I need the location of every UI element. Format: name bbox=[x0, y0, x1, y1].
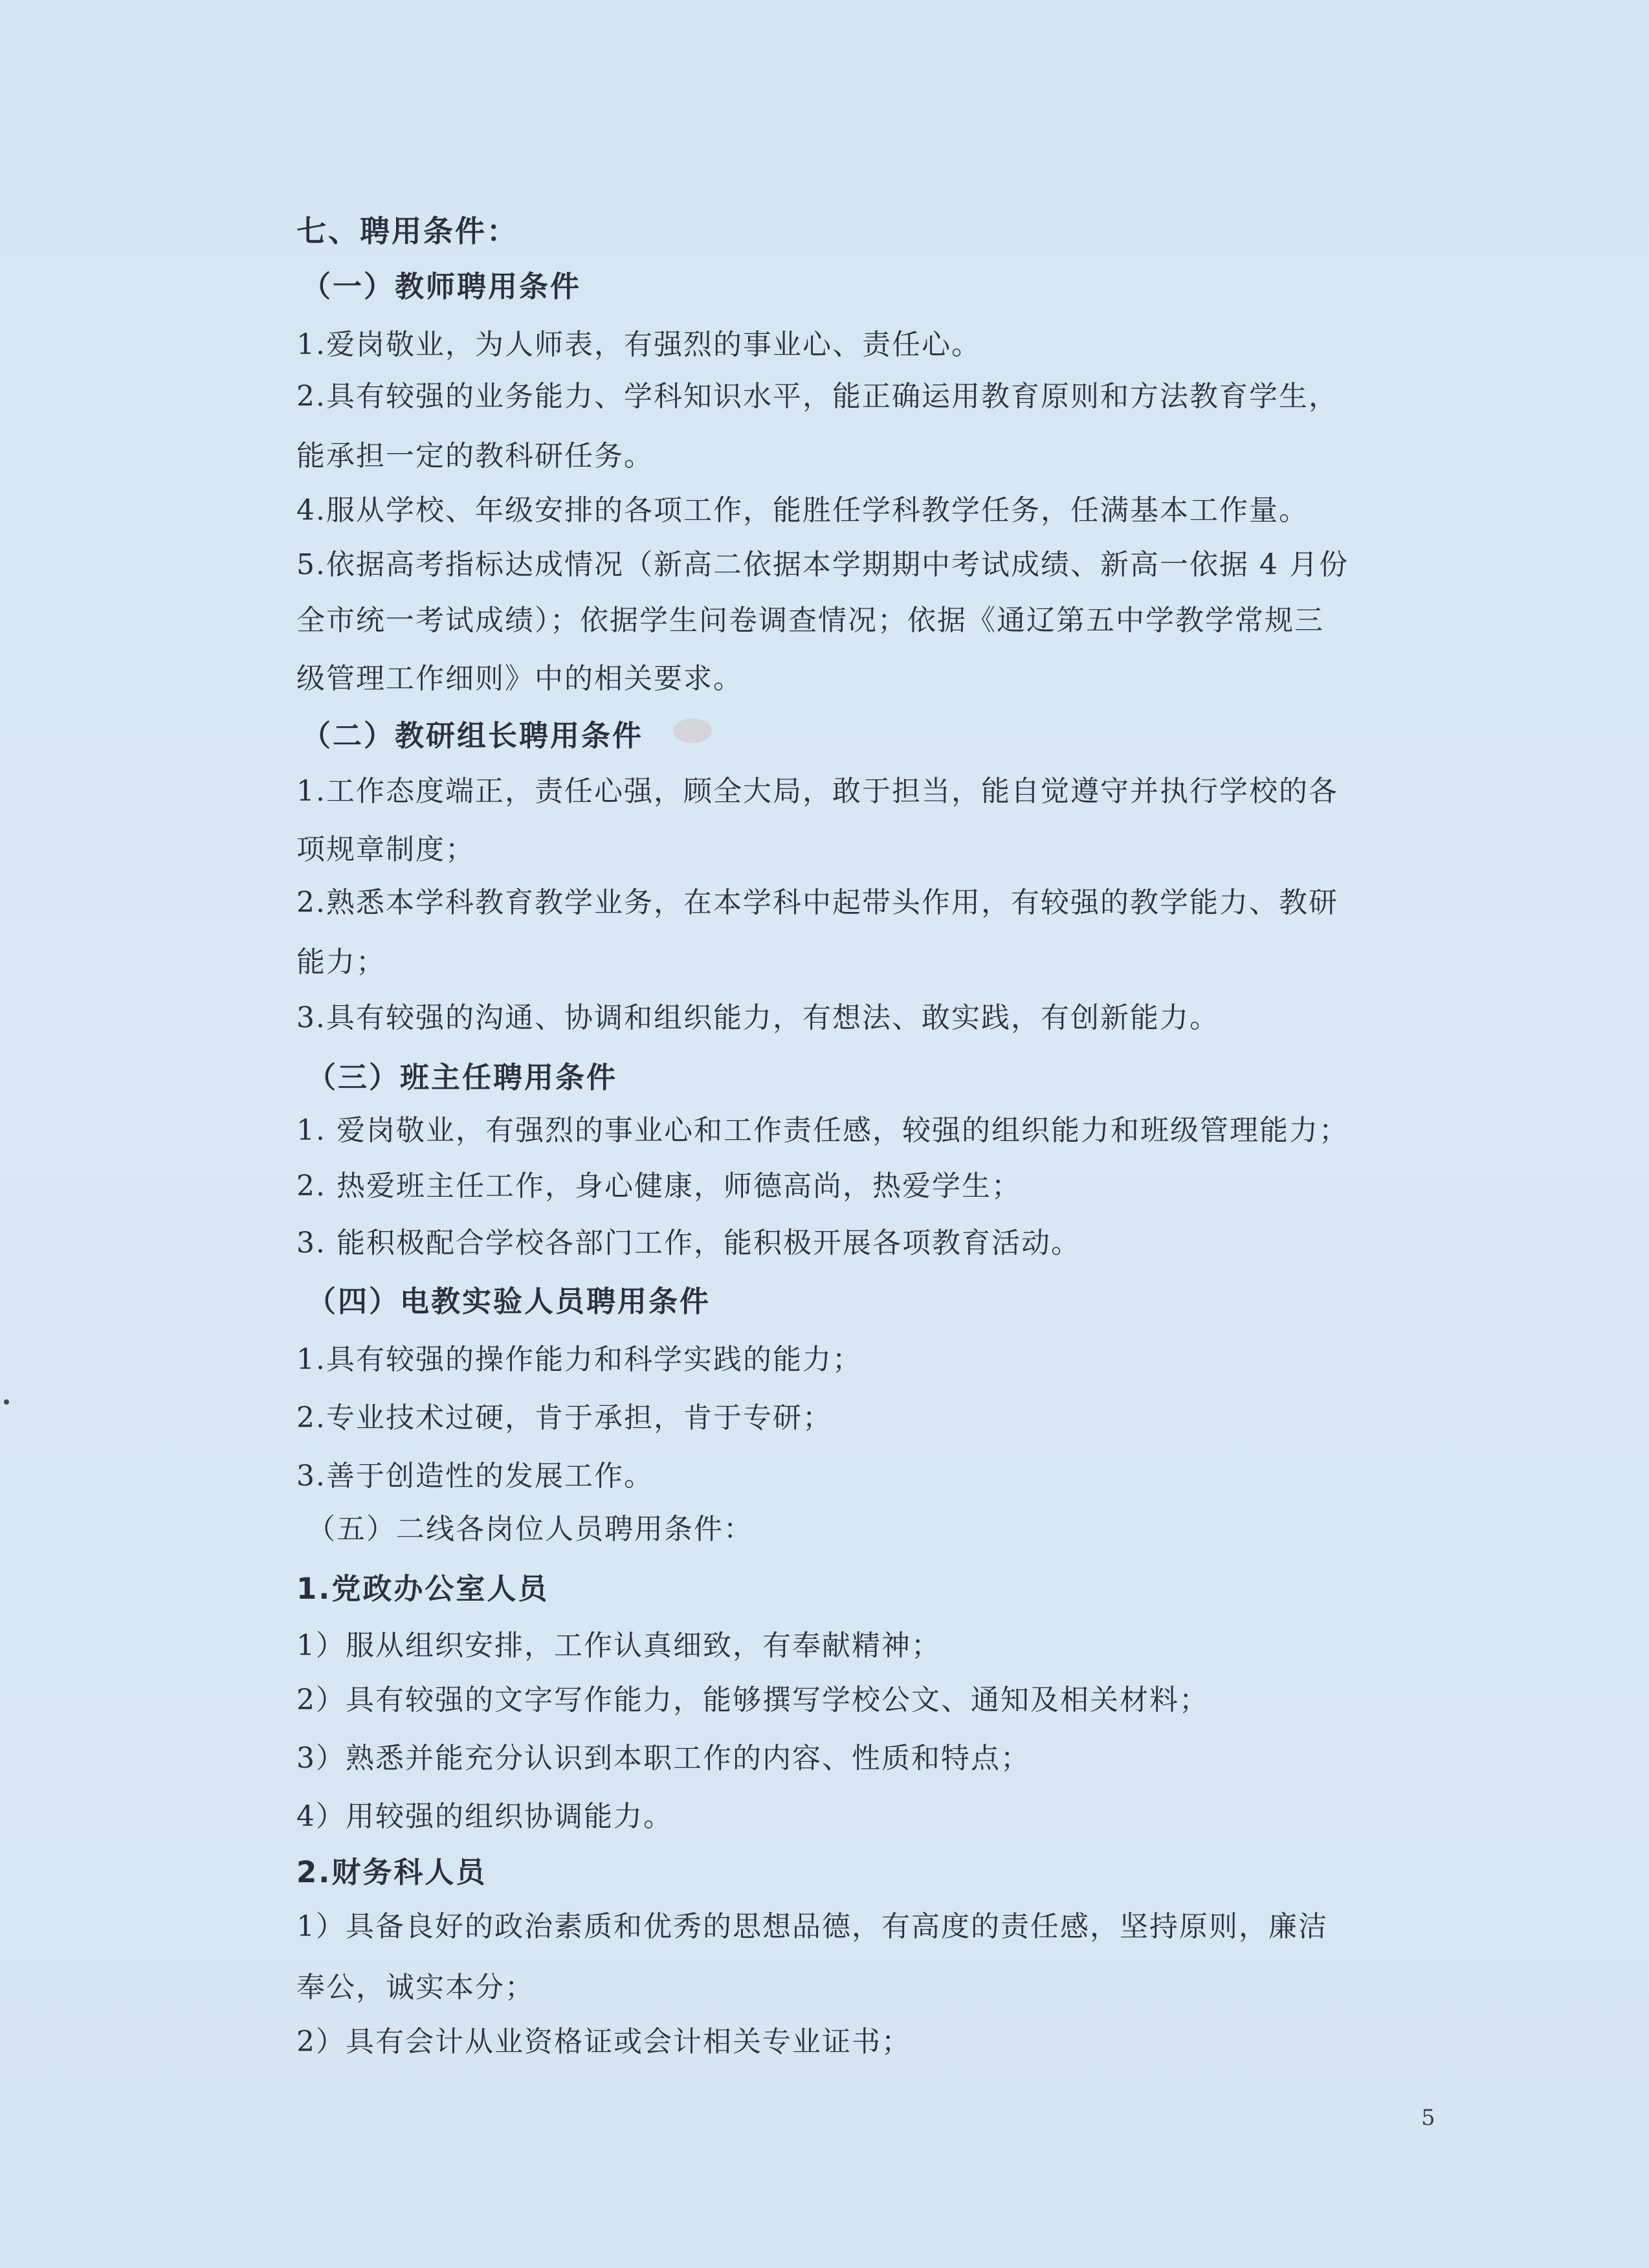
text-line: 1.具有较强的操作能力和科学实践的能力； bbox=[296, 1343, 862, 1376]
text-line: 2. 热爱班主任工作，身心健康，师德高尚，热爱学生； bbox=[296, 1170, 1021, 1203]
text-line: 全市统一考试成绩）；依据学生问卷调查情况；依据《通辽第五中学教学常规三 bbox=[296, 604, 1324, 637]
text-line: 级管理工作细则》中的相关要求。 bbox=[296, 662, 743, 695]
sub-item-heading-finance: 2.财务科人员 bbox=[296, 1855, 487, 1889]
text-line: 能力； bbox=[296, 946, 386, 979]
text-line: 3.善于创造性的发展工作。 bbox=[296, 1460, 654, 1493]
text-line: 2）具有会计从业资格证或会计相关专业证书； bbox=[296, 2025, 911, 2058]
text-line: 4.服从学校、年级安排的各项工作，能胜任学科教学任务，任满基本工作量。 bbox=[296, 494, 1309, 527]
text-line: 能承担一定的教科研任务。 bbox=[296, 439, 654, 472]
text-line: 3）熟悉并能充分认识到本职工作的内容、性质和特点； bbox=[296, 1742, 1030, 1775]
text-line: 项规章制度； bbox=[296, 833, 475, 866]
text-line: 4）用较强的组织协调能力。 bbox=[296, 1800, 673, 1833]
text-line: 1.工作态度端正，责任心强，顾全大局，敢于担当，能自觉遵守并执行学校的各 bbox=[296, 775, 1338, 808]
text-line: 1）具备良好的政治素质和优秀的思想品德，有高度的责任感，坚持原则，廉洁 bbox=[296, 1910, 1328, 1943]
text-line: 2）具有较强的文字写作能力，能够撰写学校公文、通知及相关材料； bbox=[296, 1684, 1209, 1717]
text-line: 5.依据高考指标达成情况（新高二依据本学期期中考试成绩、新高一依据 4 月份 bbox=[296, 548, 1349, 581]
text-line: 2.熟悉本学科教育教学业务，在本学科中起带头作用，有较强的教学能力、教研 bbox=[296, 886, 1338, 919]
text-line: 1）服从组织安排，工作认真细致，有奉献精神； bbox=[296, 1629, 941, 1662]
section-heading: 七、聘用条件： bbox=[296, 214, 518, 249]
subsection-heading-lab-staff: （四）电教实验人员聘用条件 bbox=[307, 1284, 711, 1318]
text-line: 1.爱岗敬业，为人师表，有强烈的事业心、责任心。 bbox=[296, 328, 981, 361]
text-line: 2.具有较强的业务能力、学科知识水平，能正确运用教育原则和方法教育学生， bbox=[296, 380, 1338, 413]
text-line: 3.具有较强的沟通、协调和组织能力，有想法、敢实践，有创新能力。 bbox=[296, 1001, 1219, 1034]
sub-item-heading-office: 1.党政办公室人员 bbox=[296, 1572, 549, 1606]
text-line: 3. 能积极配合学校各部门工作，能积极开展各项教育活动。 bbox=[296, 1227, 1081, 1260]
subsection-heading-group-leader: （二）教研组长聘用条件 bbox=[302, 718, 644, 753]
text-line: 2.专业技术过硬，肯于承担，肯于专研； bbox=[296, 1401, 832, 1434]
text-line: 1. 爱岗敬业，有强烈的事业心和工作责任感，较强的组织能力和班级管理能力； bbox=[296, 1114, 1349, 1147]
text-line: 奉公，诚实本分； bbox=[296, 1971, 535, 2004]
subsection-heading-class-teacher: （三）班主任聘用条件 bbox=[307, 1060, 618, 1095]
page-number: 5 bbox=[1421, 2105, 1435, 2131]
text-line: （五）二线各岗位人员聘用条件： bbox=[307, 1513, 753, 1546]
subsection-heading-teacher: （一）教师聘用条件 bbox=[302, 269, 582, 304]
